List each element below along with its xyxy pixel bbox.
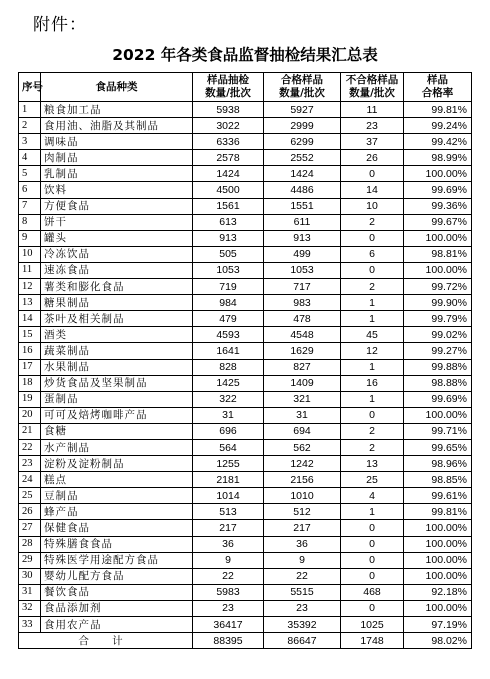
row-rate: 99.67% (404, 214, 472, 230)
row-qualified: 717 (264, 279, 341, 295)
table-row (19, 134, 472, 150)
row-unqualified: 1 (341, 311, 404, 327)
row-rate: 99.71% (404, 423, 472, 439)
row-category: 速冻食品 (41, 262, 193, 278)
table-row (19, 118, 472, 134)
total-rate: 98.02% (404, 633, 472, 649)
row-sampled: 1561 (193, 198, 264, 214)
row-no: 17 (19, 359, 41, 375)
row-qualified: 5927 (264, 102, 341, 118)
row-category: 调味品 (41, 134, 193, 150)
row-unqualified: 0 (341, 568, 404, 584)
row-qualified: 6299 (264, 134, 341, 150)
row-sampled: 5983 (193, 584, 264, 600)
row-category: 蛋制品 (41, 391, 193, 407)
row-no: 25 (19, 488, 41, 504)
row-category: 粮食加工品 (41, 102, 193, 118)
header-sampled: 样品抽检 数量/批次 (193, 73, 264, 102)
row-rate: 99.81% (404, 504, 472, 520)
row-no: 31 (19, 584, 41, 600)
row-sampled: 1255 (193, 456, 264, 472)
row-qualified: 4486 (264, 182, 341, 198)
row-qualified: 9 (264, 552, 341, 568)
row-sampled: 1424 (193, 166, 264, 182)
header-no: 序号 (19, 73, 41, 102)
table-row (19, 198, 472, 214)
row-unqualified: 12 (341, 343, 404, 359)
row-no: 24 (19, 472, 41, 488)
row-no: 22 (19, 439, 41, 455)
row-no: 20 (19, 407, 41, 423)
row-category: 罐头 (41, 230, 193, 246)
row-category: 水果制品 (41, 359, 193, 375)
table-row (19, 230, 472, 246)
table-header-row (19, 73, 472, 102)
row-category: 豆制品 (41, 488, 193, 504)
table-row (19, 423, 472, 439)
row-sampled: 1641 (193, 343, 264, 359)
row-qualified: 478 (264, 311, 341, 327)
row-unqualified: 6 (341, 246, 404, 262)
table-row (19, 375, 472, 391)
row-category: 薯类和膨化食品 (41, 279, 193, 295)
table-row (19, 488, 472, 504)
document-title: 2022 年各类食品监督抽检结果汇总表 (112, 46, 378, 64)
row-category: 婴幼儿配方食品 (41, 568, 193, 584)
row-category: 饼干 (41, 214, 193, 230)
row-qualified: 1409 (264, 375, 341, 391)
total-row (19, 633, 472, 649)
row-rate: 98.99% (404, 150, 472, 166)
table-row (19, 407, 472, 423)
row-rate: 99.02% (404, 327, 472, 343)
row-category: 茶叶及相关制品 (41, 311, 193, 327)
row-sampled: 217 (193, 520, 264, 536)
row-unqualified: 45 (341, 327, 404, 343)
row-unqualified: 0 (341, 552, 404, 568)
row-unqualified: 37 (341, 134, 404, 150)
row-sampled: 1053 (193, 262, 264, 278)
total-label: 合 计 (19, 633, 193, 649)
row-no: 29 (19, 552, 41, 568)
row-category: 冷冻饮品 (41, 246, 193, 262)
row-unqualified: 0 (341, 536, 404, 552)
row-unqualified: 14 (341, 182, 404, 198)
summary-table (18, 72, 472, 649)
row-rate: 100.00% (404, 166, 472, 182)
row-qualified: 983 (264, 295, 341, 311)
table-row (19, 343, 472, 359)
table-row (19, 279, 472, 295)
row-unqualified: 16 (341, 375, 404, 391)
row-category: 特殊医学用途配方食品 (41, 552, 193, 568)
row-rate: 100.00% (404, 600, 472, 616)
row-unqualified: 10 (341, 198, 404, 214)
row-qualified: 1629 (264, 343, 341, 359)
row-sampled: 564 (193, 439, 264, 455)
row-category: 蜂产品 (41, 504, 193, 520)
row-qualified: 2999 (264, 118, 341, 134)
row-sampled: 23 (193, 600, 264, 616)
row-rate: 100.00% (404, 262, 472, 278)
row-sampled: 322 (193, 391, 264, 407)
total-unqualified: 1748 (341, 633, 404, 649)
row-no: 30 (19, 568, 41, 584)
row-rate: 99.36% (404, 198, 472, 214)
row-qualified: 512 (264, 504, 341, 520)
row-sampled: 36 (193, 536, 264, 552)
row-unqualified: 1 (341, 359, 404, 375)
row-rate: 99.65% (404, 439, 472, 455)
row-rate: 98.81% (404, 246, 472, 262)
row-qualified: 2156 (264, 472, 341, 488)
table-row (19, 472, 472, 488)
table-row (19, 311, 472, 327)
row-sampled: 2181 (193, 472, 264, 488)
row-sampled: 696 (193, 423, 264, 439)
row-sampled: 9 (193, 552, 264, 568)
row-unqualified: 0 (341, 600, 404, 616)
row-unqualified: 13 (341, 456, 404, 472)
row-qualified: 1242 (264, 456, 341, 472)
row-unqualified: 0 (341, 230, 404, 246)
row-rate: 100.00% (404, 536, 472, 552)
row-sampled: 828 (193, 359, 264, 375)
row-qualified: 35392 (264, 617, 341, 633)
row-category: 酒类 (41, 327, 193, 343)
row-no: 1 (19, 102, 41, 118)
row-rate: 99.42% (404, 134, 472, 150)
row-rate: 98.96% (404, 456, 472, 472)
row-rate: 92.18% (404, 584, 472, 600)
header-unqualified: 不合格样品 数量/批次 (341, 73, 404, 102)
row-qualified: 36 (264, 536, 341, 552)
row-no: 9 (19, 230, 41, 246)
row-category: 淀粉及淀粉制品 (41, 456, 193, 472)
table-row (19, 295, 472, 311)
table-row (19, 456, 472, 472)
row-category: 蔬菜制品 (41, 343, 193, 359)
row-unqualified: 25 (341, 472, 404, 488)
row-qualified: 499 (264, 246, 341, 262)
header-qualified: 合格样品 数量/批次 (264, 73, 341, 102)
table-row (19, 214, 472, 230)
row-qualified: 562 (264, 439, 341, 455)
row-rate: 100.00% (404, 552, 472, 568)
row-rate: 99.24% (404, 118, 472, 134)
row-rate: 99.61% (404, 488, 472, 504)
row-no: 27 (19, 520, 41, 536)
row-rate: 100.00% (404, 230, 472, 246)
row-sampled: 1014 (193, 488, 264, 504)
row-qualified: 4548 (264, 327, 341, 343)
row-unqualified: 2 (341, 439, 404, 455)
table-row (19, 359, 472, 375)
row-rate: 100.00% (404, 568, 472, 584)
row-qualified: 913 (264, 230, 341, 246)
row-unqualified: 4 (341, 488, 404, 504)
row-no: 19 (19, 391, 41, 407)
row-unqualified: 11 (341, 102, 404, 118)
row-unqualified: 26 (341, 150, 404, 166)
row-no: 2 (19, 118, 41, 134)
row-sampled: 513 (193, 504, 264, 520)
table-row (19, 536, 472, 552)
row-sampled: 505 (193, 246, 264, 262)
table-row (19, 182, 472, 198)
row-category: 保健食品 (41, 520, 193, 536)
table-row (19, 520, 472, 536)
row-unqualified: 0 (341, 262, 404, 278)
row-qualified: 1010 (264, 488, 341, 504)
row-sampled: 31 (193, 407, 264, 423)
row-qualified: 1551 (264, 198, 341, 214)
row-unqualified: 1 (341, 295, 404, 311)
attachment-label: 附件： (33, 15, 87, 35)
table-row (19, 150, 472, 166)
row-no: 13 (19, 295, 41, 311)
row-qualified: 23 (264, 600, 341, 616)
table-row (19, 568, 472, 584)
row-unqualified: 2 (341, 279, 404, 295)
row-no: 14 (19, 311, 41, 327)
row-sampled: 4593 (193, 327, 264, 343)
row-rate: 99.69% (404, 182, 472, 198)
row-unqualified: 0 (341, 166, 404, 182)
row-rate: 98.88% (404, 375, 472, 391)
row-sampled: 719 (193, 279, 264, 295)
table-row (19, 600, 472, 616)
row-qualified: 827 (264, 359, 341, 375)
row-category: 特殊膳食食品 (41, 536, 193, 552)
row-category: 水产制品 (41, 439, 193, 455)
row-sampled: 5938 (193, 102, 264, 118)
row-rate: 99.69% (404, 391, 472, 407)
row-sampled: 3022 (193, 118, 264, 134)
row-sampled: 36417 (193, 617, 264, 633)
row-no: 4 (19, 150, 41, 166)
row-unqualified: 2 (341, 214, 404, 230)
row-qualified: 5515 (264, 584, 341, 600)
row-category: 食糖 (41, 423, 193, 439)
row-rate: 99.88% (404, 359, 472, 375)
total-qualified: 86647 (264, 633, 341, 649)
row-category: 肉制品 (41, 150, 193, 166)
row-rate: 99.79% (404, 311, 472, 327)
table-row (19, 552, 472, 568)
row-sampled: 2578 (193, 150, 264, 166)
row-qualified: 2552 (264, 150, 341, 166)
header-category: 食品种类 (41, 73, 193, 102)
row-category: 餐饮食品 (41, 584, 193, 600)
row-category: 饮料 (41, 182, 193, 198)
row-category: 食用油、油脂及其制品 (41, 118, 193, 134)
row-no: 23 (19, 456, 41, 472)
row-rate: 99.72% (404, 279, 472, 295)
row-no: 6 (19, 182, 41, 198)
row-qualified: 1424 (264, 166, 341, 182)
row-qualified: 321 (264, 391, 341, 407)
row-category: 食品添加剂 (41, 600, 193, 616)
row-rate: 99.27% (404, 343, 472, 359)
row-sampled: 6336 (193, 134, 264, 150)
row-unqualified: 1025 (341, 617, 404, 633)
row-no: 26 (19, 504, 41, 520)
row-sampled: 1425 (193, 375, 264, 391)
row-sampled: 4500 (193, 182, 264, 198)
row-no: 7 (19, 198, 41, 214)
row-sampled: 913 (193, 230, 264, 246)
row-rate: 100.00% (404, 520, 472, 536)
row-unqualified: 0 (341, 520, 404, 536)
row-sampled: 479 (193, 311, 264, 327)
row-unqualified: 1 (341, 504, 404, 520)
row-no: 18 (19, 375, 41, 391)
row-no: 3 (19, 134, 41, 150)
row-category: 糖果制品 (41, 295, 193, 311)
row-qualified: 694 (264, 423, 341, 439)
row-no: 11 (19, 262, 41, 278)
table-row (19, 166, 472, 182)
row-no: 5 (19, 166, 41, 182)
total-sampled: 88395 (193, 633, 264, 649)
row-unqualified: 1 (341, 391, 404, 407)
table-row (19, 584, 472, 600)
row-unqualified: 0 (341, 407, 404, 423)
row-qualified: 1053 (264, 262, 341, 278)
table-row (19, 391, 472, 407)
row-unqualified: 2 (341, 423, 404, 439)
row-rate: 99.81% (404, 102, 472, 118)
row-rate: 98.85% (404, 472, 472, 488)
table-row (19, 262, 472, 278)
row-no: 10 (19, 246, 41, 262)
row-rate: 97.19% (404, 617, 472, 633)
table-row (19, 439, 472, 455)
row-no: 15 (19, 327, 41, 343)
row-no: 21 (19, 423, 41, 439)
row-category: 糕点 (41, 472, 193, 488)
row-sampled: 22 (193, 568, 264, 584)
row-qualified: 22 (264, 568, 341, 584)
row-qualified: 611 (264, 214, 341, 230)
row-category: 可可及焙烤咖啡产品 (41, 407, 193, 423)
row-qualified: 31 (264, 407, 341, 423)
row-category: 食用农产品 (41, 617, 193, 633)
row-category: 炒货食品及坚果制品 (41, 375, 193, 391)
row-category: 乳制品 (41, 166, 193, 182)
row-sampled: 984 (193, 295, 264, 311)
row-qualified: 217 (264, 520, 341, 536)
table-row (19, 504, 472, 520)
row-no: 12 (19, 279, 41, 295)
row-category: 方便食品 (41, 198, 193, 214)
row-no: 28 (19, 536, 41, 552)
row-no: 33 (19, 617, 41, 633)
row-no: 32 (19, 600, 41, 616)
row-rate: 99.90% (404, 295, 472, 311)
table-row (19, 246, 472, 262)
row-sampled: 613 (193, 214, 264, 230)
row-no: 8 (19, 214, 41, 230)
row-no: 16 (19, 343, 41, 359)
table-row (19, 327, 472, 343)
row-rate: 100.00% (404, 407, 472, 423)
header-rate: 样品 合格率 (404, 73, 472, 102)
row-unqualified: 468 (341, 584, 404, 600)
table-row (19, 617, 472, 633)
row-unqualified: 23 (341, 118, 404, 134)
table-row (19, 102, 472, 118)
